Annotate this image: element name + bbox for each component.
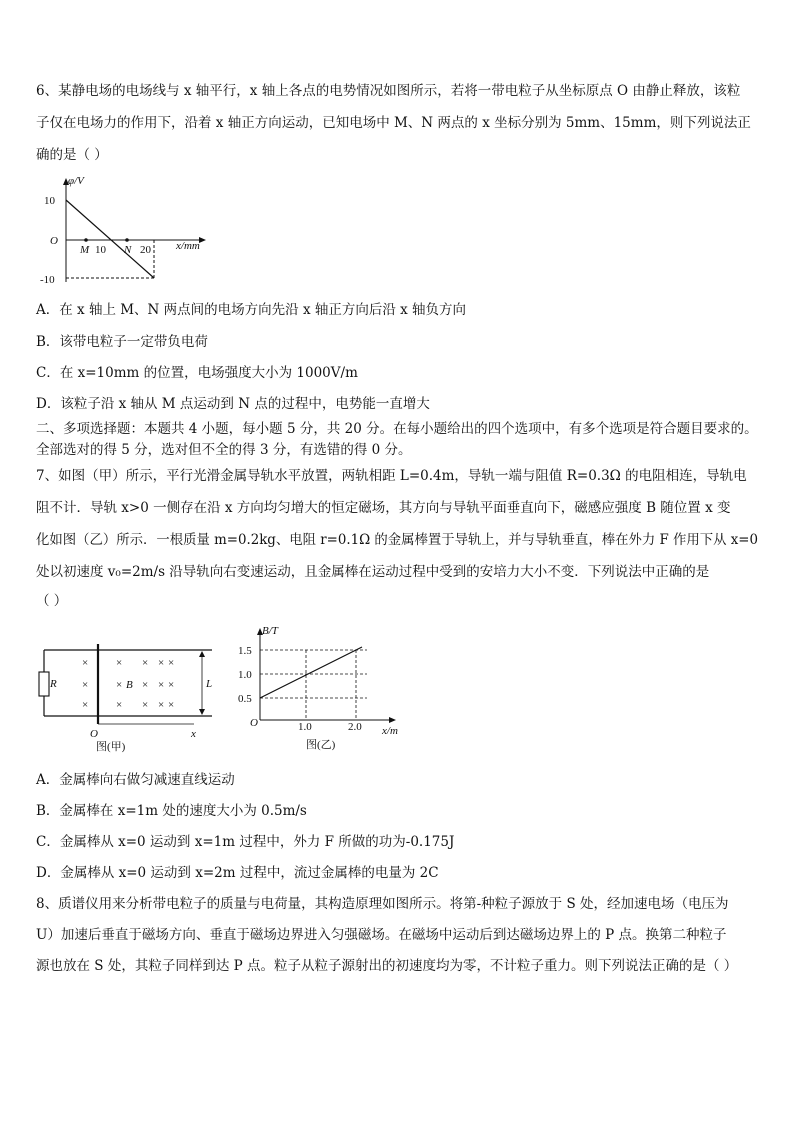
jia-x-label: x — [191, 728, 196, 740]
width-arrow-down — [199, 709, 205, 715]
q6-y-axis-label: φ/V — [68, 175, 84, 187]
q6-x-axis-arrow — [199, 237, 206, 243]
q7-option-a: A．金属棒向右做匀减速直线运动 — [36, 772, 235, 788]
jia-origin-label: O — [90, 728, 98, 740]
svg-text:×: × — [116, 657, 123, 669]
q6-option-b: B．该带电粒子一定带负电荷 — [36, 334, 208, 350]
q6-potential-graph — [30, 170, 230, 288]
yi-y-tick-0.5: 0.5 — [238, 693, 252, 705]
q7-option-b: B．金属棒在 x=1m 处的速度大小为 0.5m/s — [36, 803, 307, 819]
svg-text:×: × — [116, 699, 123, 711]
q7-option-c: C．金属棒从 x=0 运动到 x=1m 过程中，外力 F 所做的功为-0.175J — [36, 834, 455, 850]
q6-origin-label: O — [50, 235, 58, 247]
q6-x-label-n: N — [124, 244, 132, 256]
q7-option-d: D．金属棒从 x=0 运动到 x=2m 过程中，流过金属棒的电量为 2C — [36, 865, 439, 881]
yi-y-tick-1.5: 1.5 — [238, 645, 252, 657]
q6-stem-line-3: 确的是（ ） — [36, 147, 108, 163]
svg-text:×: × — [158, 679, 165, 691]
yi-y-axis-label: B/T — [262, 625, 278, 637]
q6-x-axis-label: x/mm — [176, 240, 200, 252]
q8-stem-line-2: U）加速后垂直于磁场方向、垂直于磁场边界进入匀强磁场。在磁场中运动后到达磁场边界上的 P 点。换第二种粒子 — [36, 927, 727, 943]
q7-stem-line-1: 7、如图（甲）所示，平行光滑金属导轨水平放置，两轨相距 L=0.4m，导轨一端与阻值 R=0.3Ω 的电阻相连，导轨电 — [36, 468, 747, 484]
svg-text:×: × — [168, 699, 175, 711]
svg-text:×: × — [142, 657, 149, 669]
q6-y-tick-10: 10 — [44, 195, 55, 207]
figure-yi-caption: 图(乙) — [306, 739, 336, 751]
q6-x-tick-10: 10 — [95, 244, 106, 256]
svg-text:×: × — [142, 679, 149, 691]
svg-text:×: × — [82, 679, 89, 691]
svg-text:×: × — [168, 657, 175, 669]
svg-text:×: × — [158, 699, 165, 711]
q6-x-tick-20: 20 — [140, 244, 151, 256]
svg-text:×: × — [168, 679, 175, 691]
q7-stem-line-2: 阻不计．导轨 x>0 一侧存在沿 x 方向均匀增大的恒定磁场，其方向与导轨平面垂直向下，磁感应强度 B 随位置 x 变 — [36, 500, 731, 516]
width-arrow-up — [199, 651, 205, 657]
q7-figure-jia — [34, 636, 224, 754]
section2-line-2: 全部选对的得 5 分，选对但不全的得 3 分，有选错的得 0 分。 — [36, 442, 412, 458]
svg-text:×: × — [82, 699, 89, 711]
yi-x-tick-2.0: 2.0 — [348, 721, 362, 733]
resistor-symbol — [39, 672, 49, 696]
resistor-label: R — [50, 678, 57, 690]
field-b-label: B — [126, 679, 133, 691]
q6-x-label-m: M — [80, 244, 90, 256]
yi-x-axis-arrow — [389, 717, 396, 723]
svg-text:×: × — [158, 657, 165, 669]
q7-stem-line-4: 处以初速度 v₀=2m/s 沿导轨向右变速运动，且金属棒在运动过程中受到的安培力大小不变．下列说法中正确的是 — [36, 564, 710, 580]
svg-text:×: × — [116, 679, 123, 691]
q6-y-tick-neg10: -10 — [40, 274, 55, 286]
q6-stem-line-1: 6、某静电场的电场线与 x 轴平行，x 轴上各点的电势情况如图所示，若将一带电粒子从坐标原点 O 由静止释放，该粒 — [36, 83, 741, 99]
q6-point-m — [84, 238, 88, 242]
q6-option-d: D．该粒子沿 x 轴从 M 点运动到 N 点的过程中，电势能一直增大 — [36, 396, 430, 412]
q6-option-a: A．在 x 轴上 M、N 两点间的电场方向先沿 x 轴正方向后沿 x 轴负方向 — [36, 302, 467, 318]
q6-point-n — [125, 238, 129, 242]
yi-x-tick-1.0: 1.0 — [298, 721, 312, 733]
yi-b-line — [260, 647, 362, 698]
q6-option-c: C．在 x=10mm 的位置，电场强度大小为 1000V/m — [36, 365, 358, 381]
q8-stem-line-1: 8、质谱仪用来分析带电粒子的质量与电荷量，其构造原理如图所示。将第-种粒子源放于 S 处，经加速电场（电压为 — [36, 896, 729, 912]
section2-line-1: 二、多项选择题：本题共 4 小题，每小题 5 分，共 20 分。在每小题给出的四个选项中，有多个选项是符合题目要求的。 — [36, 421, 758, 437]
q7-stem-line-3: 化如图（乙）所示．一根质量 m=0.2kg、电阻 r=0.1Ω 的金属棒置于导轨上，并与导轨垂直，棒在外力 F 作用下从 x=0 — [36, 532, 758, 548]
width-l-label: L — [206, 678, 213, 690]
yi-x-axis-label: x/m — [382, 725, 398, 737]
q8-stem-line-3: 源也放在 S 处，其粒子同样到达 P 点。粒子从粒子源射出的初速度均为零，不计粒子重力。则下列说法正确的是（ ） — [36, 958, 738, 974]
yi-origin-label: O — [250, 717, 258, 729]
svg-text:×: × — [82, 657, 89, 669]
q6-potential-line — [66, 200, 154, 278]
svg-text:×: × — [142, 699, 149, 711]
q7-figure-yi — [232, 620, 412, 754]
q6-stem-line-2: 子仅在电场力的作用下，沿着 x 轴正方向运动，已知电场中 M、N 两点的 x 坐标分别为 5mm、15mm，则下列说法正 — [36, 115, 751, 131]
figure-jia-caption: 图(甲) — [96, 741, 126, 753]
yi-y-tick-1.0: 1.0 — [238, 669, 252, 681]
q7-stem-line-5: （ ） — [36, 593, 68, 609]
